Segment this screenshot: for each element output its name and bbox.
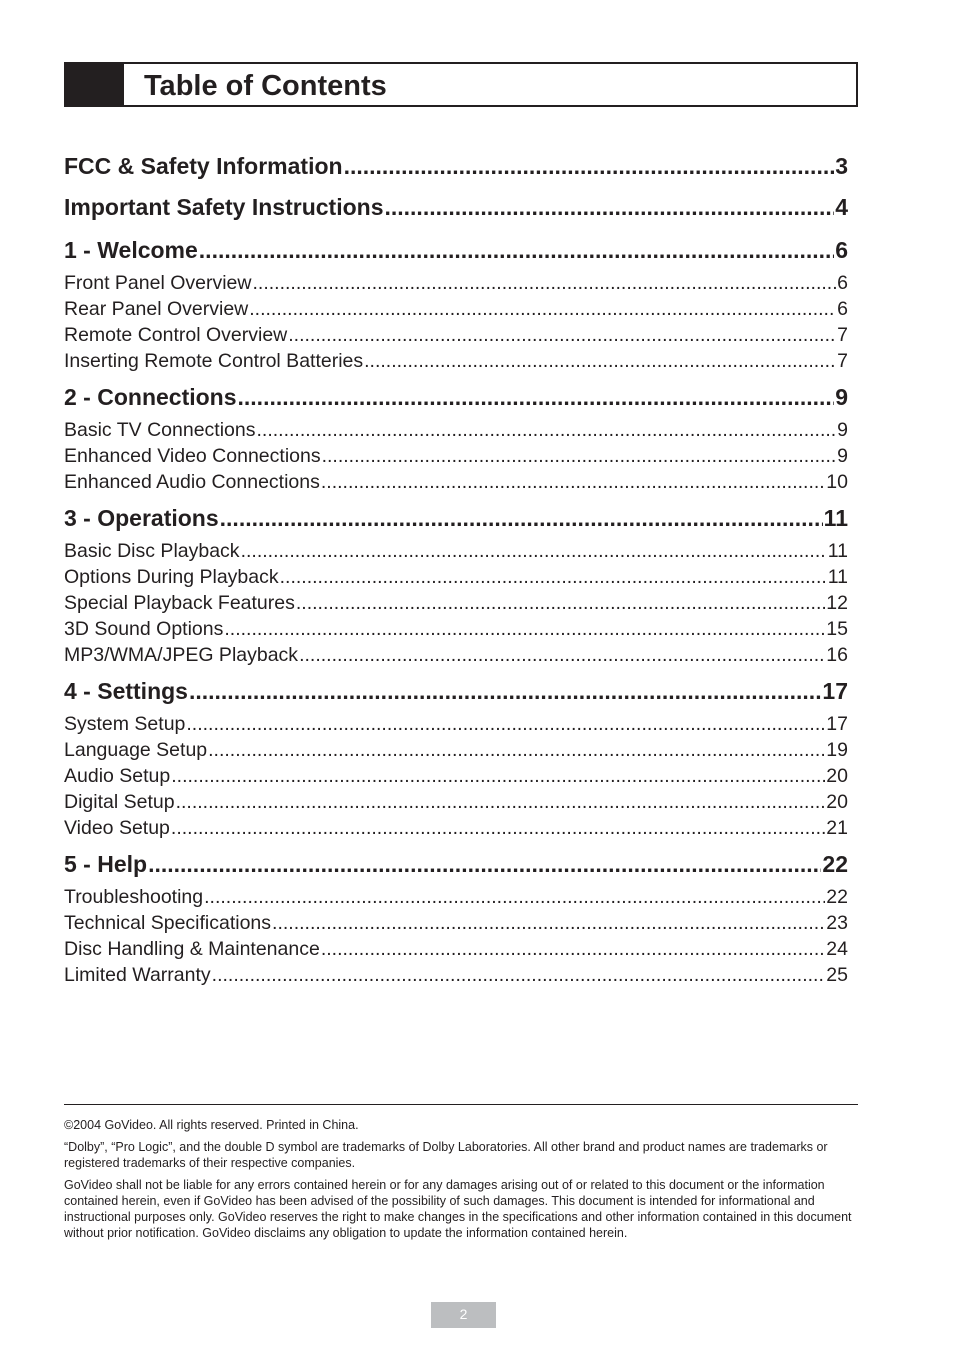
toc-subentry[interactable] [64,417,848,443]
footer-divider [64,1104,858,1105]
toc-subentry[interactable] [64,884,848,910]
dot-leader [280,564,827,590]
dot-leader [272,910,825,936]
toc-entry-page: 6 [837,298,848,320]
toc-section [64,499,848,668]
toc-entry-title: 5 - Help [64,851,148,877]
toc-subentry[interactable] [64,763,848,789]
toc-subentry[interactable] [64,815,848,841]
toc-section [64,845,848,988]
page-header [64,62,858,107]
dot-leader [322,443,837,469]
copyright-text: ©2004 GoVideo. All rights reserved. Printed in China. [64,1118,359,1132]
toc-entry-page: 22 [826,886,848,908]
dot-leader [212,962,826,988]
toc-entry-page: 7 [837,324,848,346]
toc-entry-page: 12 [826,592,848,614]
toc-entry-page: 11 [827,540,848,562]
toc-entry-page: 3 [835,153,848,179]
toc-entry-title: Troubleshooting [64,886,204,908]
toc-subentry[interactable] [64,270,848,296]
toc-entry-title: Digital Setup [64,791,175,813]
table-of-contents [64,148,848,988]
dot-leader [257,417,837,443]
toc-entry-page: 7 [837,350,848,372]
dot-leader [171,815,825,841]
dot-leader [208,737,825,763]
toc-entry-title: Inserting Remote Control Batteries [64,350,364,372]
dot-leader [186,711,825,737]
dot-leader [249,296,836,322]
toc-entry-page: 17 [822,678,848,704]
toc-entry-page: 17 [826,713,848,735]
dot-leader [199,231,834,270]
dot-leader [171,763,825,789]
toc-entry-page: 25 [826,964,848,986]
toc-entry-title: FCC & Safety Information [64,153,343,179]
dot-leader [176,789,826,815]
toc-entry-title: Enhanced Video Connections [64,445,321,467]
toc-entry-title: Special Playback Features [64,592,295,614]
toc-entry-page: 9 [837,419,848,441]
dot-leader [344,148,835,184]
toc-chapter-entry[interactable] [64,188,848,227]
dot-leader [148,845,821,884]
toc-chapter-entry[interactable] [64,378,848,417]
toc-subentry[interactable] [64,443,848,469]
toc-subentry[interactable] [64,711,848,737]
toc-subentry[interactable] [64,616,848,642]
toc-subentry[interactable] [64,348,848,374]
toc-entry-title: Rear Panel Overview [64,298,249,320]
toc-entry-page: 6 [837,272,848,294]
toc-entry-title: 4 - Settings [64,678,188,704]
trademark-text: “Dolby”, “Pro Logic”, and the double D symbol are trademarks of Dolby Laboratories. All other brand and product names are trademarks or registered trademarks of their respective companies. [64,1140,828,1170]
toc-entry-title: Front Panel Overview [64,272,252,294]
toc-section [64,672,848,841]
dot-leader [241,538,827,564]
toc-entry-title: MP3/WMA/JPEG Playback [64,644,299,666]
page-title: Table of Contents [144,70,387,102]
toc-chapter-entry[interactable] [64,672,848,711]
toc-chapter-entry[interactable] [64,499,848,538]
toc-entry-title: Video Setup [64,817,170,839]
toc-entry-title: Enhanced Audio Connections [64,471,320,493]
dot-leader [288,322,836,348]
toc-entry-page: 20 [826,791,848,813]
toc-subentry[interactable] [64,564,848,590]
disclaimer-text: GoVideo shall not be liable for any errors contained herein or for any damages arising out of or related to this document or the information contained herein, even if GoVideo has been advised of the possibility of such damages. This document is intended for informational and instructional purposes only. GoVideo reserves the right to make changes in the specifications and other information contained in this document without prior notification. GoVideo disclaims any obligation to update the information contained herein. [64,1178,852,1240]
toc-entry-page: 9 [837,445,848,467]
toc-section [64,231,848,374]
toc-entry-page: 9 [835,384,848,410]
toc-entry-page: 21 [826,817,848,839]
toc-chapter-entry[interactable] [64,148,848,184]
toc-subentry[interactable] [64,322,848,348]
toc-entry-title: Audio Setup [64,765,171,787]
dot-leader [321,469,825,495]
toc-entry-page: 19 [826,739,848,761]
toc-entry-page: 4 [835,194,848,220]
toc-subentry[interactable] [64,538,848,564]
dot-leader [224,616,825,642]
toc-subentry[interactable] [64,910,848,936]
legal-notice [64,1117,854,1247]
toc-entry-title: Options During Playback [64,566,279,588]
dot-leader [384,188,834,227]
toc-section [64,188,848,227]
toc-subentry[interactable] [64,642,848,668]
toc-entry-title: Limited Warranty [64,964,211,986]
toc-subentry[interactable] [64,737,848,763]
toc-entry-title: Basic Disc Playback [64,540,240,562]
dot-leader [204,884,825,910]
dot-leader [238,378,835,417]
dot-leader [364,348,836,374]
page-number: 2 [431,1302,496,1328]
toc-entry-title: Basic TV Connections [64,419,256,441]
toc-chapter-entry[interactable] [64,231,848,270]
toc-entry-title: System Setup [64,713,186,735]
dot-leader [296,590,825,616]
toc-subentry[interactable] [64,936,848,962]
toc-subentry[interactable] [64,296,848,322]
toc-section [64,148,848,184]
toc-section [64,378,848,495]
dot-leader [299,642,825,668]
toc-chapter-entry[interactable] [64,845,848,884]
toc-subentry[interactable] [64,789,848,815]
toc-entry-page: 16 [826,644,848,666]
toc-entry-page: 11 [823,505,848,531]
header-accent-block [66,64,124,105]
toc-entry-title: Technical Specifications [64,912,272,934]
toc-entry-title: 3 - Operations [64,505,219,531]
toc-entry-title: 2 - Connections [64,384,237,410]
toc-entry-page: 24 [826,938,848,960]
toc-entry-page: 11 [827,566,848,588]
dot-leader [220,499,823,538]
toc-entry-page: 10 [826,471,848,493]
toc-entry-title: Remote Control Overview [64,324,288,346]
toc-entry-title: 3D Sound Options [64,618,224,640]
toc-entry-page: 22 [822,851,848,877]
dot-leader [253,270,837,296]
dot-leader [321,936,825,962]
toc-entry-title: Important Safety Instructions [64,194,384,220]
toc-subentry[interactable] [64,962,848,988]
toc-entry-title: Language Setup [64,739,208,761]
toc-entry-page: 23 [826,912,848,934]
toc-entry-page: 15 [826,618,848,640]
toc-entry-page: 6 [835,237,848,263]
toc-subentry[interactable] [64,469,848,495]
dot-leader [189,672,821,711]
toc-entry-title: Disc Handling & Maintenance [64,938,320,960]
toc-entry-title: 1 - Welcome [64,237,198,263]
toc-subentry[interactable] [64,590,848,616]
toc-entry-page: 20 [826,765,848,787]
